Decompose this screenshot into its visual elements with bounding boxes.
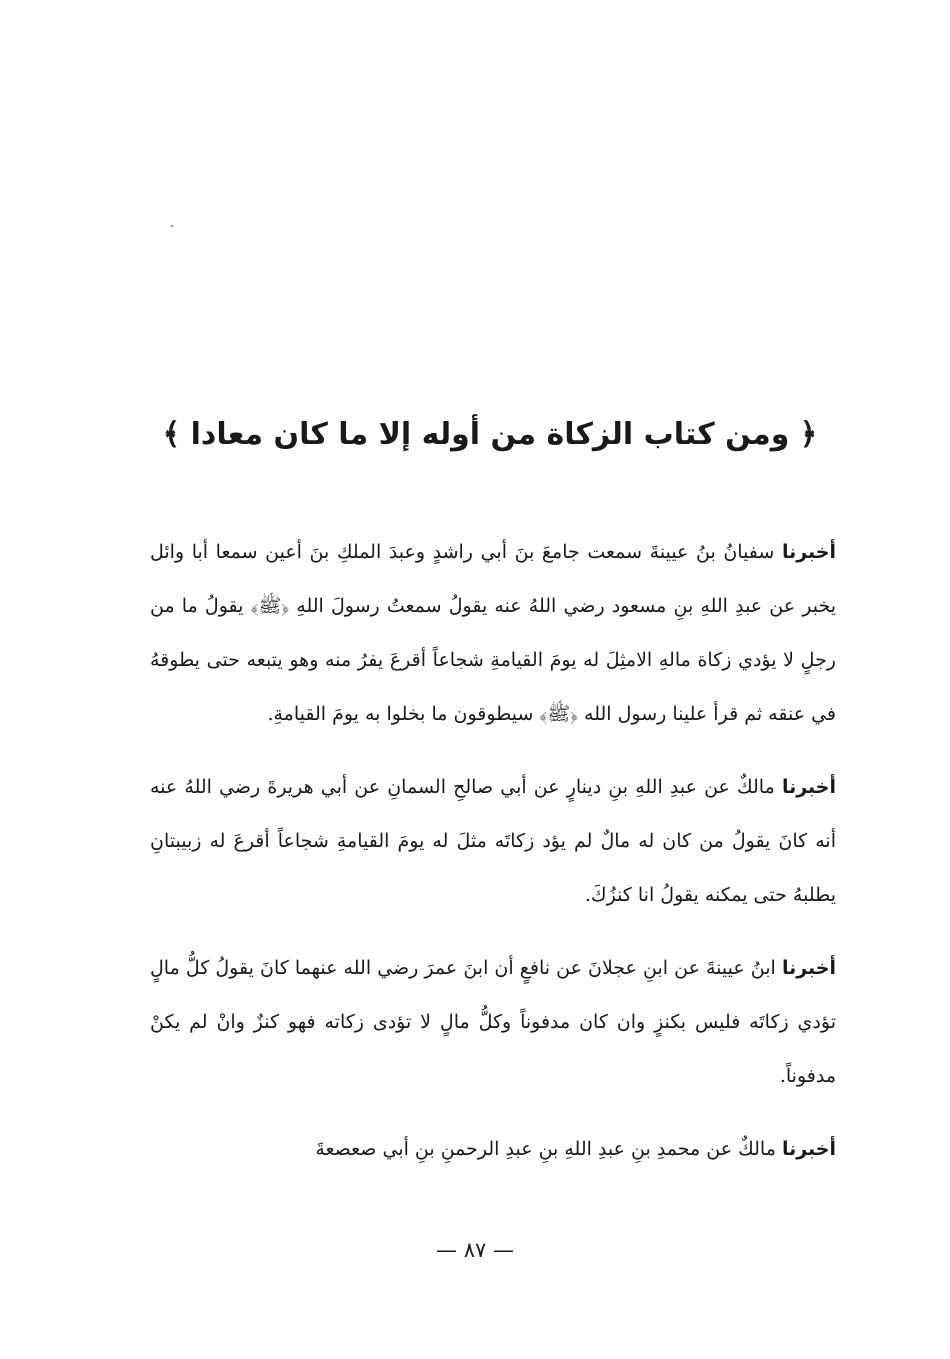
paragraph-lead-word: أخبرنا xyxy=(781,776,836,798)
scan-speck xyxy=(171,225,173,227)
paragraph-lead-word: أخبرنا xyxy=(781,541,836,563)
page-number: — ٨٧ — xyxy=(436,1238,514,1262)
paragraph-text: سفيانُ بنُ عيينةَ سمعت جامعَ بنَ أبي راشدٍ وعبدَ الملكِ بنَ أعين سمعا أبا وائل يخبر عن عبدِ اللهِ بنِ مسعود رضي اللهُ عنه يقولُ سمعتُ رسولَ اللهِ ﴿ﷺ﴾ يقولُ ما من رجلٍ لا يؤدي زكاة مالهِ الامثِلَ له يومَ القيامةِ شجاعاً أقرعَ يفرُ منه وهو يتبعه حتى يطوقهُ في عنقه ثم قرأ علينا رسول الله ﴿ﷺ﴾ سيطوقون ما بخلوا به يومَ القيامةِ. xyxy=(150,541,836,725)
hadith-paragraph-3 xyxy=(150,941,836,1103)
paragraph-lead-word: أخبرنا xyxy=(781,1138,836,1160)
body-text xyxy=(150,525,836,1195)
paragraph-text: مالكٌ عن محمدِ بنِ عبدِ اللهِ بنِ عبدِ الرحمنِ بنِ أبي صعصعةَ xyxy=(315,1138,776,1160)
paragraph-text: ابنُ عيينةَ عن ابنِ عجلانَ عن نافعٍ أن ابنَ عمرَ رضي الله عنهما كانَ يقولُ كلُّ مالٍ تؤدي زكاتَه فليس بكنزٍ وان كان مدفوناً وكلُّ مالٍ لا تؤدى زكاته فهو كنزٌ وانْ لم يكنْ مدفوناً. xyxy=(150,957,836,1087)
paragraph-lead-word: أخبرنا xyxy=(781,957,836,979)
hadith-paragraph-1 xyxy=(150,525,836,741)
hadith-paragraph-2 xyxy=(150,760,836,922)
hadith-paragraph-4 xyxy=(150,1122,836,1176)
chapter-title: ﴿ ومن كتاب الزكاة من أوله إلا ما كان معادا ﴾ xyxy=(162,417,818,452)
paragraph-text: مالكٌ عن عبدِ اللهِ بنِ دينارٍ عن أبي صالحِ السمانِ عن أبي هريرةَ رضي اللهُ عنه أنه كانَ يقولُ من كان له مالٌ لم يؤد زكاتَه مثلَ له يومَ القيامةِ شجاعاً أقرعَ له زبيبتانِ يطلبهُ حتى يمكنه يقولُ انا كنزُكَ. xyxy=(150,776,836,906)
